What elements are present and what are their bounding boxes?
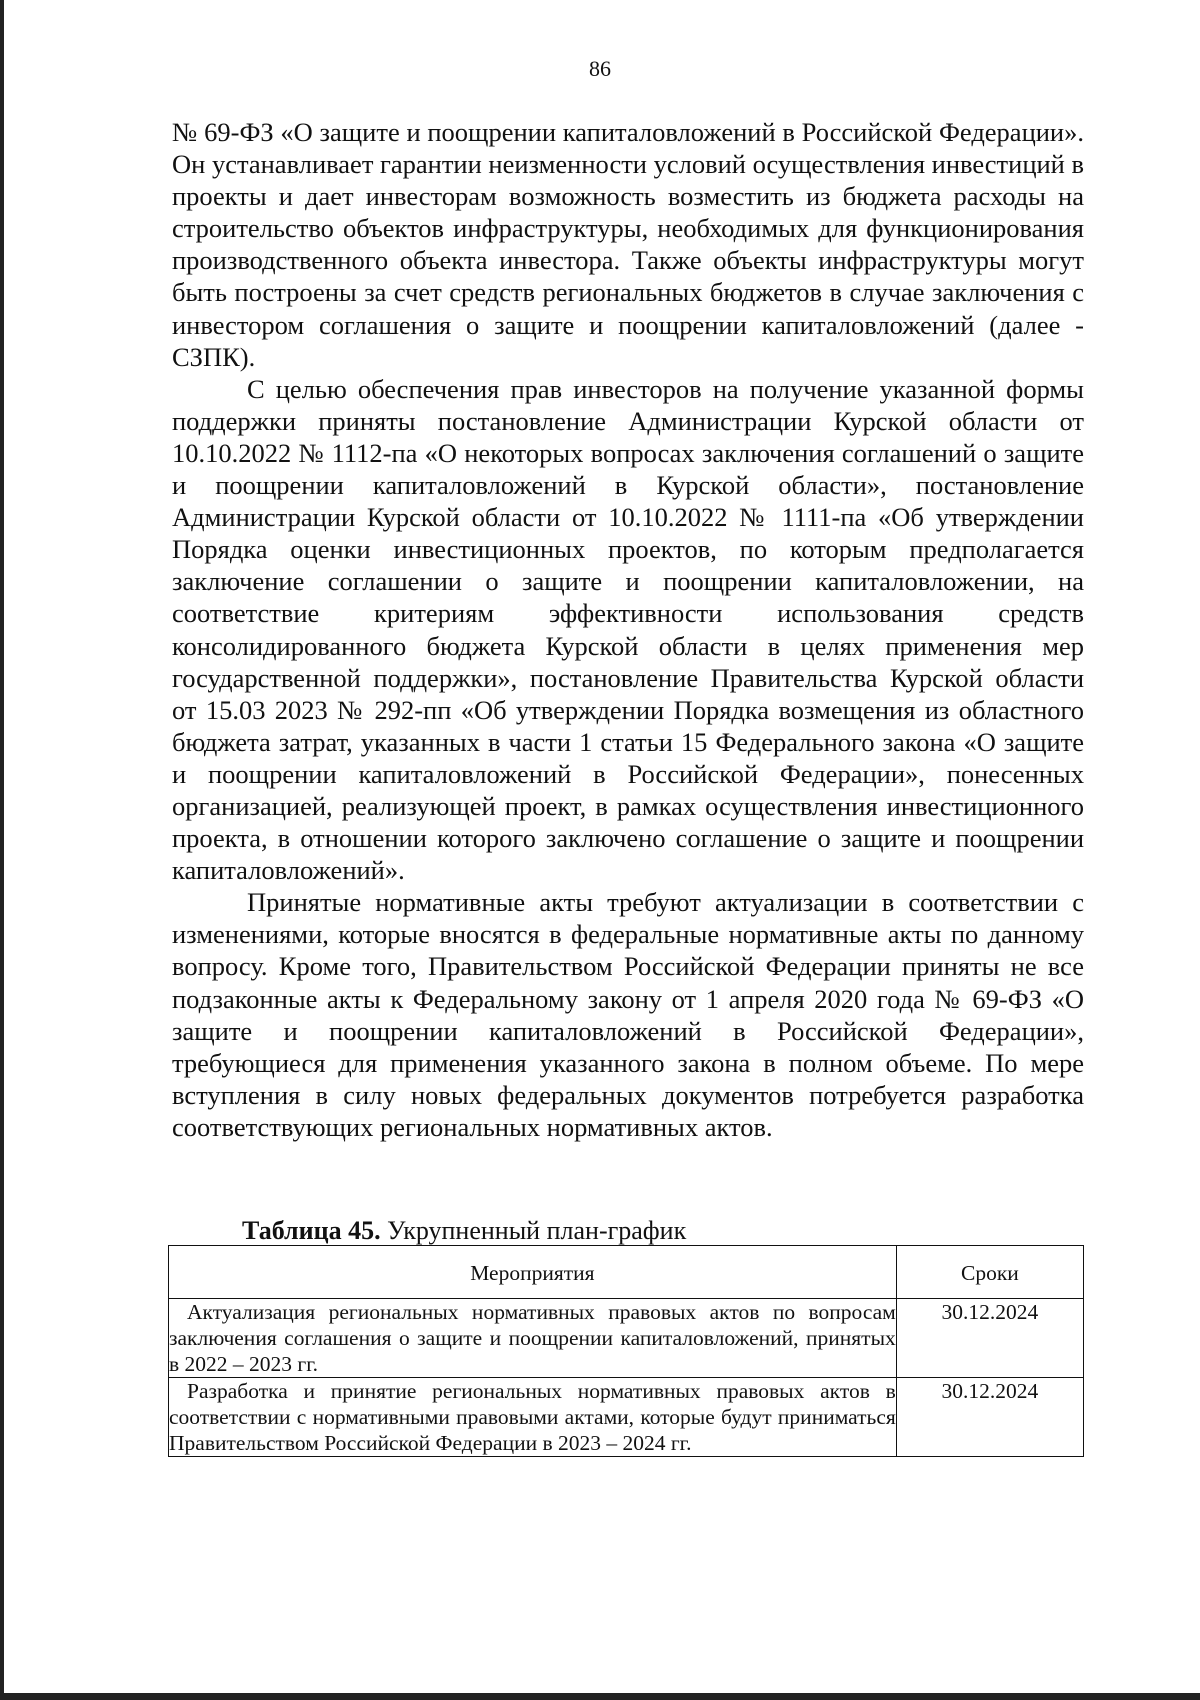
body-text	[172, 116, 1084, 1143]
table-caption	[242, 1216, 686, 1246]
table-header-row	[169, 1246, 1084, 1299]
measure-text: Разработка и принятие региональных нормативных правовых актов в соответствии с нормативными правовыми актами, которые будут приниматься Правительством Российской Федерации в 2023 – 2024 гг.	[169, 1379, 896, 1455]
deadline-cell: 30.12.2024	[896, 1378, 1083, 1457]
header-measures: Мероприятия	[169, 1246, 897, 1299]
table-caption-title: Укрупненный план-график	[380, 1216, 687, 1245]
header-deadline: Сроки	[896, 1246, 1083, 1299]
measure-text: Актуализация региональных нормативных правовых актов по вопросам заключения соглашения о защите и поощрении капиталовложений, принятых в 2022 – 2023 гг.	[169, 1300, 896, 1376]
deadline-cell: 30.12.2024	[896, 1299, 1083, 1378]
measure-cell	[169, 1299, 897, 1378]
plan-schedule-table	[168, 1245, 1084, 1457]
table-caption-number: Таблица 45.	[242, 1216, 381, 1245]
paragraph-2: С целью обеспечения прав инвесторов на получение указанной формы поддержки приняты постановление Администрации Курской области от 10.10.2022 № 1112-па «О некоторых вопросах заключения соглашений о защите и поощрении капиталовложений в Курской области», постановление Администрации Курской области от 10.10.2022 № 1111-па «Об утверждении Порядка оценки инвестиционных проектов, по которым предполагается заключение соглашении о защите и поощрении капиталовложении, на соответствие критериям эффективности использования средств консолидированного бюджета Курской области в целях применения мер государственной поддержки», постановление Правительства Курской области от 15.03 2023 № 292-пп «Об утверждении Порядка возмещения из областного бюджета затрат, указанных в части 1 статьи 15 Федерального закона «О защите и поощрении капиталовложений в Российской Федерации», понесенных организацией, реализующей проект, в рамках осуществления инвестиционного проекта, в отношении которого заключено соглашение о защите и поощрении капиталовложений».	[172, 373, 1084, 886]
scan-edge-left	[0, 0, 4, 1700]
scan-edge-bottom	[0, 1693, 1200, 1700]
table-row	[169, 1299, 1084, 1378]
page-number: 86	[589, 56, 611, 81]
paragraph-3: Принятые нормативные акты требуют актуализации в соответствии с изменениями, которые вносятся в федеральные нормативные акты по данному вопросу. Кроме того, Правительством Российской Федерации приняты не все подзаконные акты к Федеральному закону от 1 апреля 2020 года № 69-ФЗ «О защите и поощрении капиталовложений в Российской Федерации», требующиеся для применения указанного закона в полном объеме. По мере вступления в силу новых федеральных документов потребуется разработка соответствующих региональных нормативных актов.	[172, 887, 1084, 1142]
paragraph-1: № 69-ФЗ «О защите и поощрении капиталовложений в Российской Федерации». Он устанавливает гарантии неизменности условий осуществления инвестиций в проекты и дает инвесторам возможность возместить из бюджета расходы на строительство объектов инфраструктуры, необходимых для функционирования производственного объекта инвестора. Также объекты инфраструктуры могут быть построены за счет средств региональных бюджетов в случае заключения с инвестором соглашения о защите и поощрении капиталовложений (далее - СЗПК).	[172, 117, 1084, 372]
table-row	[169, 1378, 1084, 1457]
measure-cell	[169, 1378, 897, 1457]
